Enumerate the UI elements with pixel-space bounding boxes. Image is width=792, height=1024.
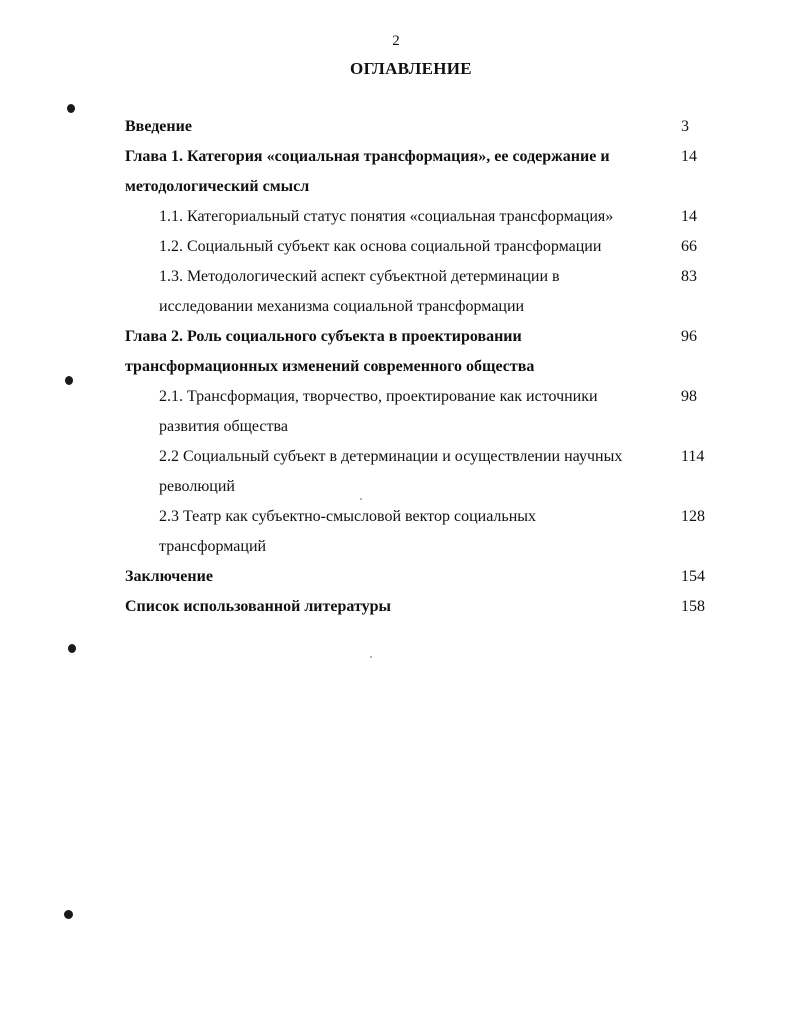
page-title: ОГЛАВЛЕНИЕ [350, 59, 472, 78]
toc-entry-line: Глава 2. Роль социального субъекта в проектировании [125, 328, 522, 345]
toc-entry-line: 1.2. Социальный субъект как основа социальной трансформации [159, 238, 602, 255]
toc-entry-page: 66 [681, 238, 697, 255]
toc-entry-section-2-2[interactable] [125, 442, 715, 502]
toc-entry-page: 96 [681, 328, 697, 345]
toc-entry-line: 2.2 Социальный субъект в детерминации и осуществлении научных [159, 448, 623, 465]
toc-entry-page: 154 [681, 568, 705, 585]
toc-entry-line: развития общества [159, 418, 288, 435]
scan-mark [67, 104, 75, 113]
toc-entry-conclusion[interactable] [125, 562, 715, 592]
toc-entry-section-1-3[interactable] [125, 262, 715, 322]
scan-mark [64, 910, 73, 919]
toc-entry-line: методологический смысл [125, 178, 310, 195]
toc-entry-page: 3 [681, 118, 689, 135]
toc-entry-line: трансформационных изменений современного общества [125, 358, 535, 375]
table-of-contents [125, 112, 715, 622]
page-number: 2 [392, 33, 400, 49]
toc-entry-page: 114 [681, 448, 705, 465]
toc-entry-page: 158 [681, 598, 705, 615]
toc-entry-section-1-1[interactable] [125, 202, 715, 232]
toc-entry-line: Список использованной литературы [125, 598, 391, 615]
toc-entry-bibliography[interactable] [125, 592, 715, 622]
toc-entry-introduction[interactable] [125, 112, 715, 142]
scan-dust [360, 498, 362, 500]
toc-entry-line: 1.3. Методологический аспект субъектной детерминации в [159, 268, 560, 285]
toc-entry-line: 1.1. Категориальный статус понятия «социальная трансформация» [159, 208, 614, 225]
toc-entry-chapter-1[interactable] [125, 142, 715, 202]
toc-entry-line: революций [159, 478, 235, 495]
toc-entry-page: 98 [681, 388, 697, 405]
toc-entry-page: 128 [681, 508, 705, 525]
scan-mark [68, 644, 76, 653]
toc-entry-line: исследовании механизма социальной трансформации [159, 298, 525, 315]
toc-entry-section-1-2[interactable] [125, 232, 715, 262]
toc-entry-line: Заключение [125, 568, 213, 585]
toc-entry-line: 2.3 Театр как субъектно-смысловой вектор социальных [159, 508, 537, 525]
toc-entry-page: 83 [681, 268, 697, 285]
toc-entry-section-2-1[interactable] [125, 382, 715, 442]
toc-entry-chapter-2[interactable] [125, 322, 715, 382]
toc-entry-page: 14 [681, 148, 697, 165]
toc-entry-line: трансформаций [159, 538, 267, 555]
toc-entry-line: Глава 1. Категория «социальная трансформация», ее содержание и [125, 148, 610, 165]
scan-dust [370, 656, 372, 658]
toc-entry-page: 14 [681, 208, 697, 225]
scan-mark [65, 376, 73, 385]
toc-entry-line: Введение [125, 118, 192, 135]
toc-entry-section-2-3[interactable] [125, 502, 715, 562]
toc-entry-line: 2.1. Трансформация, творчество, проектирование как источники [159, 388, 598, 405]
